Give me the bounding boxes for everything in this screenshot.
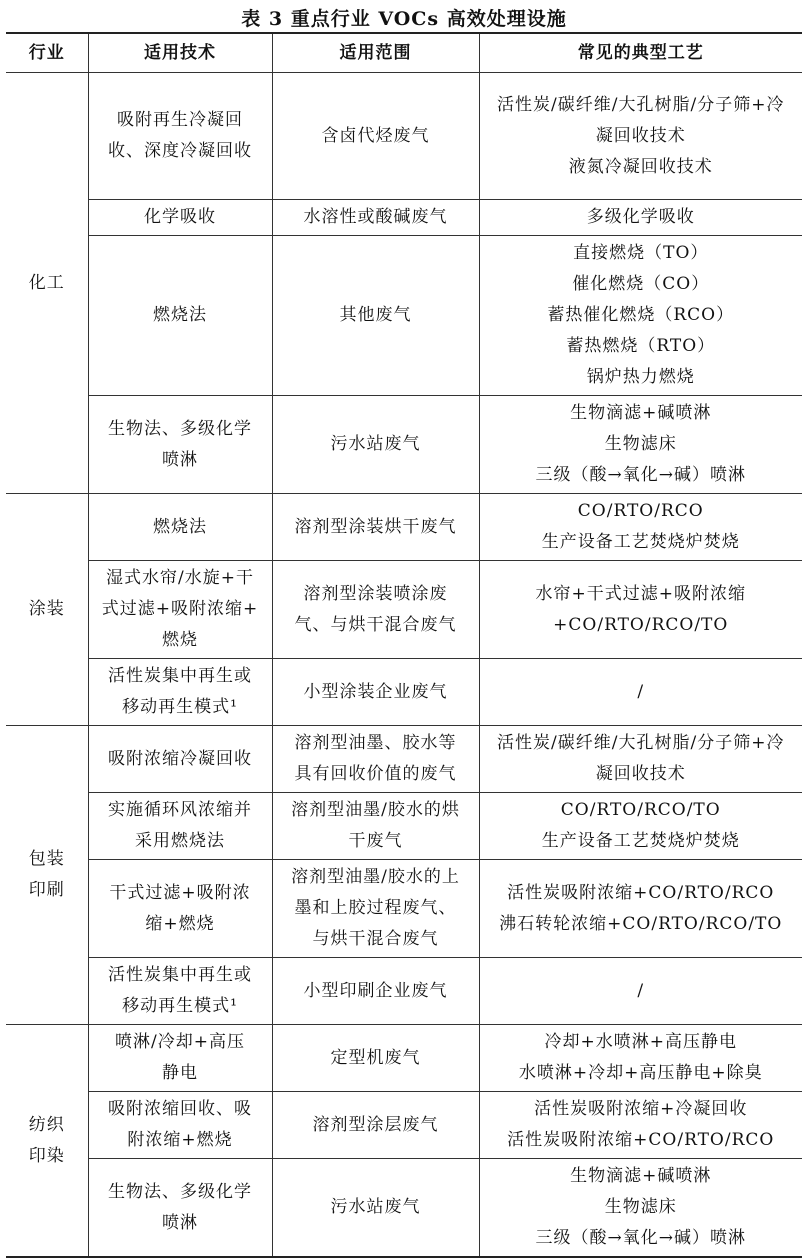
table-row	[6, 561, 802, 659]
header-scope: 适用范围	[272, 33, 479, 73]
process-cell: 生物滴滤+碱喷淋 生物滤床 三级（酸→氧化→碱）喷淋	[479, 396, 802, 494]
table-row	[6, 1159, 802, 1258]
tech-cell: 吸附浓缩冷凝回收	[88, 726, 272, 793]
scope-cell: 溶剂型油墨/胶水的上 墨和上胶过程废气、 与烘干混合废气	[272, 860, 479, 958]
table-row	[6, 494, 802, 561]
table-row	[6, 860, 802, 958]
process-cell: /	[479, 958, 802, 1025]
process-cell: CO/RTO/RCO/TO 生产设备工艺焚烧炉焚烧	[479, 793, 802, 860]
scope-cell: 水溶性或酸碱废气	[272, 200, 479, 236]
scope-cell: 污水站废气	[272, 396, 479, 494]
table-row	[6, 200, 802, 236]
scope-cell: 其他废气	[272, 236, 479, 396]
tech-cell: 燃烧法	[88, 236, 272, 396]
table-row	[6, 1092, 802, 1159]
table-row	[6, 793, 802, 860]
scope-cell: 小型印刷企业废气	[272, 958, 479, 1025]
tech-cell: 生物法、多级化学 喷淋	[88, 396, 272, 494]
process-cell: 直接燃烧（TO） 催化燃烧（CO） 蓄热催化燃烧（RCO） 蓄热燃烧（RTO） 锅炉热力燃烧	[479, 236, 802, 396]
tech-cell: 燃烧法	[88, 494, 272, 561]
scope-cell: 溶剂型油墨/胶水的烘 干废气	[272, 793, 479, 860]
table-row	[6, 73, 802, 200]
scope-cell: 含卤代烃废气	[272, 73, 479, 200]
process-cell: 水帘+干式过滤+吸附浓缩 +CO/RTO/RCO/TO	[479, 561, 802, 659]
tech-cell: 活性炭集中再生或 移动再生模式¹	[88, 659, 272, 726]
process-cell: 活性炭吸附浓缩+CO/RTO/RCO 沸石转轮浓缩+CO/RTO/RCO/TO	[479, 860, 802, 958]
header-row	[6, 33, 802, 73]
scope-cell: 污水站废气	[272, 1159, 479, 1258]
industry-cell: 包装 印刷	[6, 726, 88, 1025]
process-cell: /	[479, 659, 802, 726]
process-cell: 冷却+水喷淋+高压静电 水喷淋+冷却+高压静电+除臭	[479, 1025, 802, 1092]
scope-cell: 溶剂型涂装喷涂废 气、与烘干混合废气	[272, 561, 479, 659]
table-title: 表 3 重点行业 VOCs 高效处理设施	[241, 8, 567, 30]
process-cell: 活性炭/碳纤维/大孔树脂/分子筛+冷 凝回收技术 液氮冷凝回收技术	[479, 73, 802, 200]
table-row	[6, 659, 802, 726]
tech-cell: 干式过滤+吸附浓 缩+燃烧	[88, 860, 272, 958]
scope-cell: 溶剂型涂装烘干废气	[272, 494, 479, 561]
tech-cell: 活性炭集中再生或 移动再生模式¹	[88, 958, 272, 1025]
tech-cell: 湿式水帘/水旋+干 式过滤+吸附浓缩+ 燃烧	[88, 561, 272, 659]
scope-cell: 溶剂型油墨、胶水等 具有回收价值的废气	[272, 726, 479, 793]
process-cell: 多级化学吸收	[479, 200, 802, 236]
industry-cell: 化工	[6, 73, 88, 494]
scope-cell: 溶剂型涂层废气	[272, 1092, 479, 1159]
process-cell: 生物滴滤+碱喷淋 生物滤床 三级（酸→氧化→碱）喷淋	[479, 1159, 802, 1258]
process-cell: CO/RTO/RCO 生产设备工艺焚烧炉焚烧	[479, 494, 802, 561]
table-row	[6, 726, 802, 793]
tech-cell: 吸附再生冷凝回 收、深度冷凝回收	[88, 73, 272, 200]
header-technology: 适用技术	[88, 33, 272, 73]
header-process: 常见的典型工艺	[479, 33, 802, 73]
tech-cell: 生物法、多级化学 喷淋	[88, 1159, 272, 1258]
header-industry: 行业	[6, 33, 88, 73]
table-row	[6, 1025, 802, 1092]
tech-cell: 喷淋/冷却+高压 静电	[88, 1025, 272, 1092]
tech-cell: 吸附浓缩回收、吸 附浓缩+燃烧	[88, 1092, 272, 1159]
process-cell: 活性炭/碳纤维/大孔树脂/分子筛+冷 凝回收技术	[479, 726, 802, 793]
voc-treatment-table	[6, 32, 802, 1258]
scope-cell: 定型机废气	[272, 1025, 479, 1092]
industry-cell: 涂装	[6, 494, 88, 726]
industry-cell: 纺织 印染	[6, 1025, 88, 1258]
table-row	[6, 396, 802, 494]
table-row	[6, 958, 802, 1025]
tech-cell: 化学吸收	[88, 200, 272, 236]
tech-cell: 实施循环风浓缩并 采用燃烧法	[88, 793, 272, 860]
table-row	[6, 236, 802, 396]
scope-cell: 小型涂装企业废气	[272, 659, 479, 726]
process-cell: 活性炭吸附浓缩+冷凝回收 活性炭吸附浓缩+CO/RTO/RCO	[479, 1092, 802, 1159]
